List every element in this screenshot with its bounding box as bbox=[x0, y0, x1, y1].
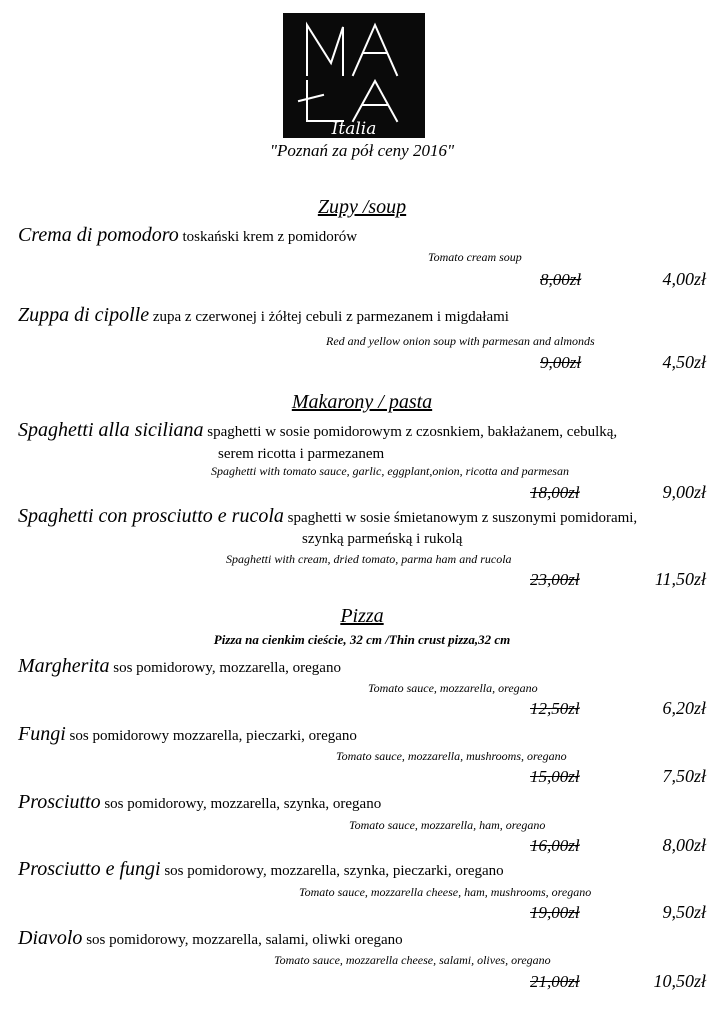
old-price: 9,00zł bbox=[540, 353, 582, 372]
old-price: 16,00zł bbox=[530, 836, 580, 855]
old-price: 21,00zł bbox=[530, 972, 580, 991]
dish-name: Diavolo bbox=[18, 927, 83, 949]
menu-item bbox=[18, 723, 357, 746]
dish-desc-en: Tomato sauce, mozzarella cheese, ham, mushrooms, oregano bbox=[299, 885, 592, 899]
section-subtitle-pizza: Pizza na cienkim cieście, 32 cm /Thin crust pizza,32 cm bbox=[213, 632, 511, 647]
menu-item bbox=[18, 419, 617, 442]
menu-item bbox=[18, 304, 509, 327]
new-price: 7,50zł bbox=[662, 766, 706, 786]
restaurant-logo bbox=[283, 13, 425, 138]
dish-desc-pl: sos pomidorowy, mozzarella, salami, oliwki oregano bbox=[86, 932, 403, 948]
old-price: 15,00zł bbox=[530, 767, 580, 786]
new-price: 6,20zł bbox=[662, 698, 706, 718]
dish-name: Spaghetti alla siciliana bbox=[18, 419, 204, 441]
menu-item bbox=[18, 224, 357, 247]
dish-desc-en: Red and yellow onion soup with parmesan and almonds bbox=[326, 334, 595, 348]
dish-name: Spaghetti con prosciutto e rucola bbox=[18, 505, 284, 527]
dish-name: Fungi bbox=[18, 723, 66, 745]
dish-desc-pl: zupa z czerwonej i żółtej cebuli z parmezanem i migdałami bbox=[152, 309, 509, 325]
dish-desc-pl-cont: serem ricotta i parmezanem bbox=[218, 446, 385, 462]
new-price: 9,50zł bbox=[662, 902, 706, 922]
dish-desc-en: Tomato sauce, mozzarella, mushrooms, oregano bbox=[336, 749, 567, 763]
dish-desc-pl: toskański krem z pomidorów bbox=[182, 229, 358, 245]
old-price: 19,00zł bbox=[530, 903, 580, 922]
dish-desc-en: Tomato cream soup bbox=[428, 250, 522, 264]
dish-name: Crema di pomodoro bbox=[18, 224, 179, 246]
dish-desc-en: Spaghetti with tomato sauce, garlic, eggplant,onion, ricotta and parmesan bbox=[211, 464, 569, 478]
section-title-soup: Zupy /soup bbox=[317, 196, 407, 218]
new-price: 8,00zł bbox=[662, 835, 706, 855]
new-price: 9,00zł bbox=[662, 482, 706, 502]
old-price: 23,00zł bbox=[530, 570, 580, 589]
dish-desc-pl: sos pomidorowy, mozzarella, szynka, oregano bbox=[104, 796, 382, 812]
menu-item bbox=[18, 858, 504, 881]
old-price: 8,00zł bbox=[540, 270, 582, 289]
logo-mark-icon bbox=[283, 13, 425, 138]
dish-desc-pl: spaghetti w sosie śmietanowym z suszonymi pomidorami, bbox=[287, 510, 638, 526]
new-price: 4,50zł bbox=[662, 352, 706, 372]
dish-name: Prosciutto bbox=[18, 791, 101, 813]
dish-desc-en: Tomato sauce, mozzarella, oregano bbox=[368, 681, 538, 695]
logo-script-text: Italia bbox=[331, 119, 377, 138]
old-price: 18,00zł bbox=[530, 483, 580, 502]
dish-desc-pl: sos pomidorowy mozzarella, pieczarki, oregano bbox=[69, 728, 357, 744]
dish-desc-pl: sos pomidorowy, mozzarella, oregano bbox=[113, 660, 341, 676]
section-title-pizza: Pizza bbox=[340, 605, 384, 627]
menu-item bbox=[18, 505, 637, 528]
new-price: 11,50zł bbox=[654, 569, 706, 589]
dish-name: Margherita bbox=[18, 655, 110, 677]
dish-desc-pl: spaghetti w sosie pomidorowym z czosnkiem, bakłażanem, cebulką, bbox=[207, 424, 618, 440]
promo-title: "Poznań za pół ceny 2016" bbox=[269, 141, 455, 160]
dish-name: Zuppa di cipolle bbox=[18, 304, 150, 326]
menu-item bbox=[18, 927, 403, 950]
dish-desc-pl: sos pomidorowy, mozzarella, szynka, pieczarki, oregano bbox=[164, 863, 504, 879]
old-price: 12,50zł bbox=[530, 699, 580, 718]
dish-desc-en: Spaghetti with cream, dried tomato, parma ham and rucola bbox=[226, 552, 512, 566]
dish-desc-en: Tomato sauce, mozzarella cheese, salami, olives, oregano bbox=[274, 953, 551, 967]
dish-name: Prosciutto e fungi bbox=[18, 858, 161, 880]
new-price: 4,00zł bbox=[662, 269, 706, 289]
menu-item bbox=[18, 791, 381, 814]
section-title-pasta: Makarony / pasta bbox=[291, 391, 433, 413]
dish-desc-en: Tomato sauce, mozzarella, ham, oregano bbox=[349, 818, 546, 832]
new-price: 10,50zł bbox=[653, 971, 706, 991]
dish-desc-pl-cont: szynką parmeńską i rukolą bbox=[302, 531, 463, 547]
menu-item bbox=[18, 655, 341, 678]
